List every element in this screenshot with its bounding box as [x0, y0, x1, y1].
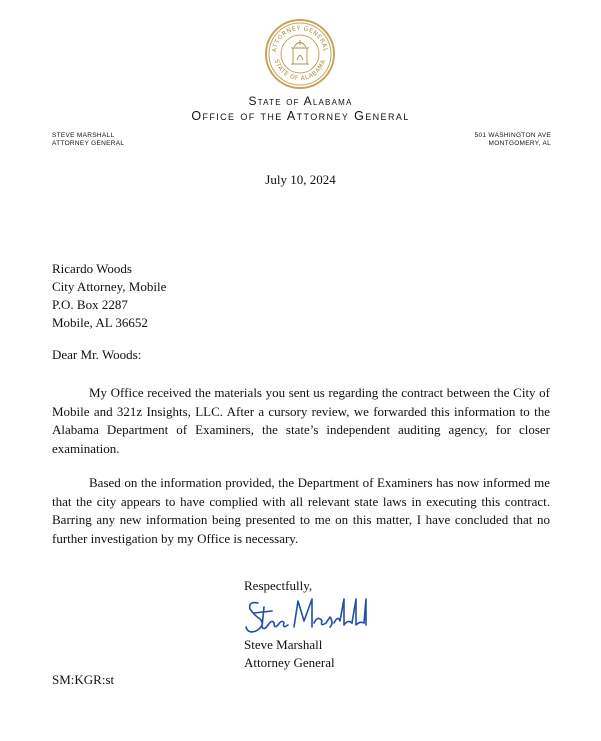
salutation: Dear Mr. Woods: — [52, 347, 142, 362]
recipient-address — [52, 260, 166, 332]
recipient-po-box: P.O. Box 2287 — [52, 297, 128, 312]
valediction: Respectfully, — [244, 578, 313, 593]
body-paragraph-1: My Office received the materials you sent us regarding the contract between the City of Mobile and 321z Insights, LLC. After a cursory review, we forwarded this information to the Alabama Department of Examiners, the state’s independent auditing agency, for closer examination. — [52, 385, 550, 456]
svg-text:STATE OF ALABAMA: STATE OF ALABAMA — [272, 58, 328, 83]
address-line1: 501 WASHINGTON AVE — [474, 132, 551, 139]
reference-initials: SM:KGR:st — [52, 672, 115, 687]
attorney-general-seal — [264, 18, 336, 90]
recipient-city-state-zip: Mobile, AL 36652 — [52, 315, 148, 330]
body-paragraph-2: Based on the information provided, the Department of Examiners has now informed me that the city appears to have complied with all relevant state laws in executing this contract. Barring any new information being presented to me on this matter, I have concluded that no further investigation by my Office is necessary. — [52, 475, 550, 546]
signer-title: Attorney General — [244, 655, 335, 670]
letterhead-official — [52, 132, 124, 148]
official-title: ATTORNEY GENERAL — [52, 140, 125, 147]
recipient-title: City Attorney, Mobile — [52, 279, 167, 294]
handwritten-signature — [240, 593, 370, 639]
recipient-name: Ricardo Woods — [52, 261, 132, 276]
svg-text:ATTORNEY GENERAL: ATTORNEY GENERAL — [271, 24, 329, 53]
letter-date: July 10, 2024 — [265, 172, 336, 187]
official-name: STEVE MARSHALL — [52, 132, 115, 139]
letterhead-state: State of Alabama — [248, 94, 353, 108]
signer-name: Steve Marshall — [244, 637, 323, 652]
letterhead-address — [475, 132, 551, 148]
letterhead-office: Office of the Attorney General — [191, 109, 410, 123]
address-line2: MONTGOMERY, AL — [488, 140, 551, 147]
